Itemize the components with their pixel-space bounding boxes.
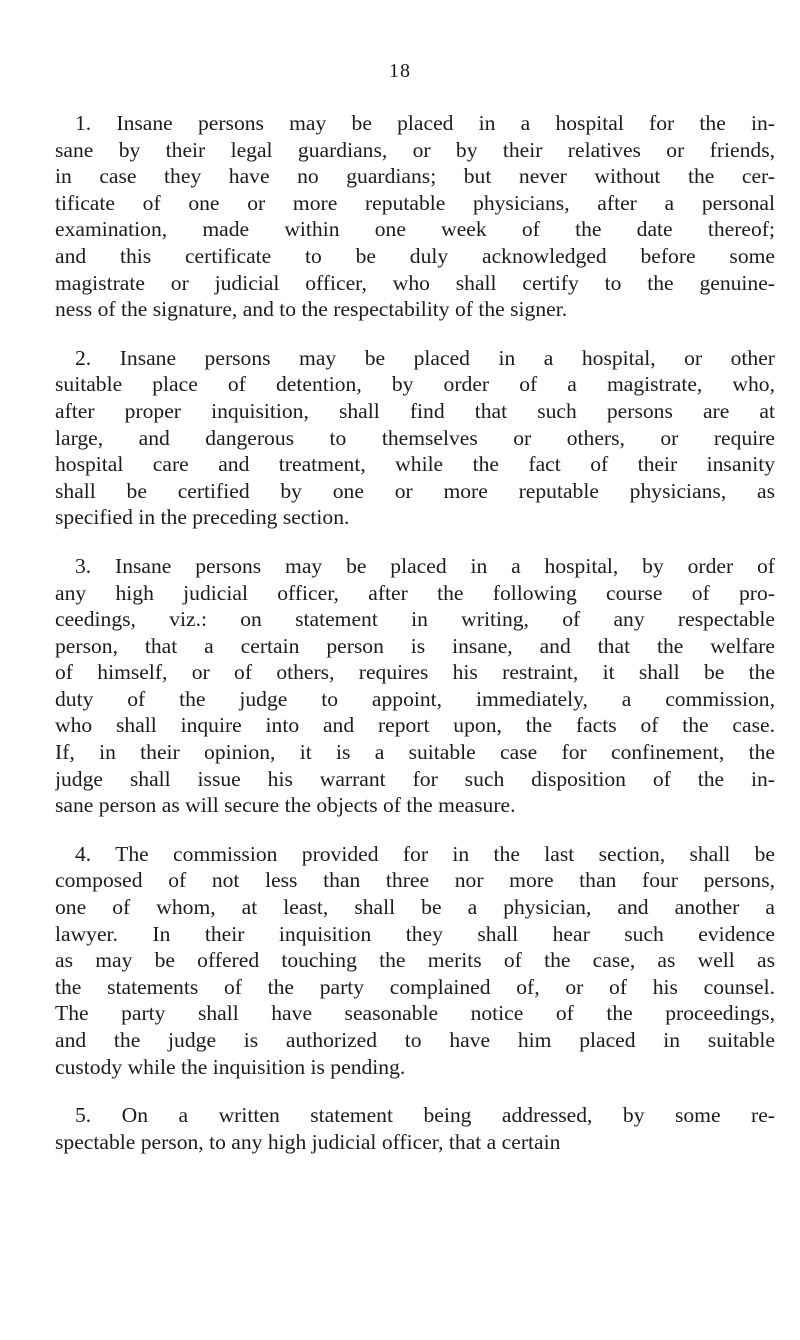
- text-line: judge shall issue his warrant for such disposition of the in-: [55, 766, 775, 791]
- text-line: the statements of the party complained of, or of his counsel.: [55, 974, 775, 999]
- text-line: custody while the inquisition is pending.: [55, 1054, 406, 1079]
- page-number: 18: [389, 60, 411, 82]
- paragraph-4: [55, 841, 775, 1080]
- text-line: shall be certified by one or more reputable physicians, as: [55, 478, 775, 503]
- paragraph-1: [55, 110, 775, 323]
- text-line: any high judicial officer, after the following course of pro-: [55, 580, 775, 605]
- text-line: examination, made within one week of the date thereof;: [55, 217, 775, 242]
- text-line: sane person as will secure the objects of the measure.: [55, 793, 516, 818]
- paragraph-2: [55, 345, 775, 531]
- text-column: [55, 110, 775, 1177]
- text-line: who shall inquire into and report upon, the facts of the case.: [55, 713, 775, 738]
- text-line: If, in their opinion, it is a suitable case for confinement, the: [55, 740, 775, 765]
- text-line: in case they have no guardians; but never without the cer-: [55, 164, 775, 189]
- text-line: as may be offered touching the merits of the case, as well as: [55, 948, 775, 973]
- text-line: hospital care and treatment, while the fact of their insanity: [55, 452, 775, 477]
- text-line: composed of not less than three nor more than four persons,: [55, 868, 775, 893]
- text-line: lawyer. In their inquisition they shall hear such evidence: [55, 921, 775, 946]
- text-line: magistrate or judicial officer, who shall certify to the genuine-: [55, 270, 775, 295]
- text-line: 2. Insane persons may be placed in a hospital, or other: [75, 345, 775, 370]
- text-line: ness of the signature, and to the respectability of the signer.: [55, 297, 568, 322]
- text-line: and this certificate to be duly acknowledged before some: [55, 243, 775, 268]
- text-line: ceedings, viz.: on statement in writing, of any respectable: [55, 607, 775, 632]
- text-line: 5. On a written statement being addressed, by some re-: [75, 1103, 775, 1128]
- text-line: one of whom, at least, shall be a physician, and another a: [55, 895, 775, 920]
- text-line: of himself, or of others, requires his restraint, it shall be the: [55, 660, 775, 685]
- text-line: suitable place of detention, by order of a magistrate, who,: [55, 372, 775, 397]
- paragraph-5: [55, 1102, 775, 1155]
- text-line: 4. The commission provided for in the last section, shall be: [75, 841, 775, 866]
- text-line: and the judge is authorized to have him placed in suitable: [55, 1028, 775, 1052]
- text-line: spectable person, to any high judicial officer, that a certain: [55, 1129, 561, 1154]
- text-line: 1. Insane persons may be placed in a hospital for the in-: [75, 111, 775, 135]
- text-line: after proper inquisition, shall find that such persons are at: [55, 398, 775, 423]
- text-line: tificate of one or more reputable physicians, after a personal: [55, 190, 775, 215]
- text-line: specified in the preceding section.: [55, 505, 350, 530]
- text-line: 3. Insane persons may be placed in a hospital, by order of: [75, 553, 775, 578]
- paragraph-3: [55, 553, 775, 819]
- text-line: The party shall have seasonable notice of the proceedings,: [55, 1001, 775, 1026]
- text-line: person, that a certain person is insane, and that the welfare: [55, 633, 775, 658]
- text-line: large, and dangerous to themselves or others, or require: [55, 425, 775, 450]
- text-line: duty of the judge to appoint, immediately, a commission,: [55, 686, 775, 711]
- text-line: sane by their legal guardians, or by their relatives or friends,: [55, 137, 775, 162]
